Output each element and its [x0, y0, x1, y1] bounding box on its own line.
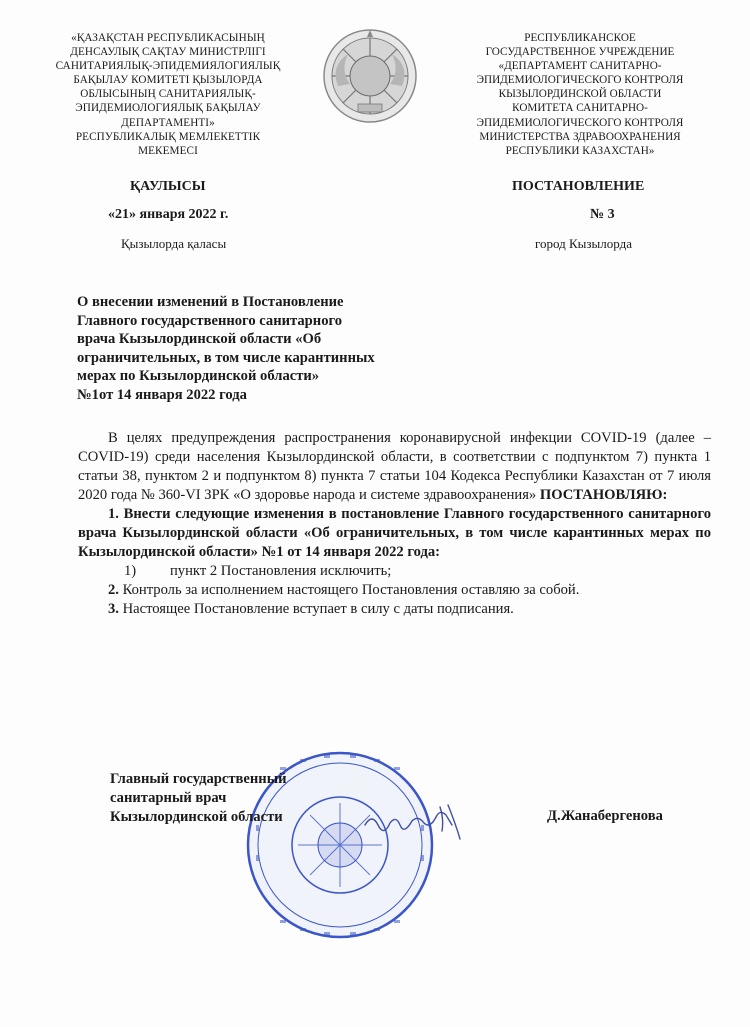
header-left-line: БАҚЫЛАУ КОМИТЕТІ ҚЫЗЫЛОРДА: [73, 74, 263, 87]
city-kz: Қызылорда қаласы: [121, 236, 227, 251]
signer-position: [110, 770, 287, 827]
item-3-text: Настоящее Постановление вступает в силу с даты подписания.: [122, 601, 514, 617]
header-left-line: МЕКЕМЕСІ: [138, 144, 198, 157]
header-left-line: ДЕНСАУЛЫҚ САҚТАУ МИНИСТРЛІГІ: [70, 46, 266, 59]
header-right-line: РЕСПУБЛИКАНСКОЕ: [524, 32, 636, 44]
decree-word: ПОСТАНОВЛЯЮ:: [539, 487, 668, 503]
preamble-paragraph: [78, 429, 711, 505]
subitem-text: пункт 2 Постановления исключить;: [170, 563, 392, 579]
subject-line: Главного государственного санитарного: [77, 312, 343, 329]
document-date: «21» января 2022 г.: [108, 207, 229, 222]
item-2-number: 2.: [108, 582, 119, 598]
header-right-line: РЕСПУБЛИКИ КАЗАХСТАН»: [505, 144, 655, 157]
header-left-kz: [22, 31, 314, 158]
document-subject: [77, 293, 417, 404]
signer-position-line: санитарный врач: [110, 790, 227, 806]
subject-line: мерах по Кызылординской области»: [77, 368, 320, 384]
signer-position-line: Кызылординской области: [110, 809, 283, 825]
header-right-ru: [432, 31, 728, 158]
header-right-line: МИНИСТЕРСТВА ЗДРАВООХРАНЕНИЯ: [479, 130, 681, 143]
subject-line: О внесении изменений в Постановление: [77, 294, 344, 310]
header-left-line: ОБЛЫСЫНЫҢ САНИТАРИЯЛЫҚ-: [80, 88, 256, 101]
header-left-line: ДЕПАРТАМЕНТІ»: [121, 116, 215, 129]
document-body: [78, 429, 711, 619]
subject-line: №1от 14 января 2022 года: [77, 386, 247, 403]
document-number: № 3: [590, 207, 615, 222]
header-right-line: ГОСУДАРСТВЕННОЕ УЧРЕЖДЕНИЕ: [485, 46, 675, 59]
city-ru: город Кызылорда: [535, 236, 632, 251]
item-2-text: Контроль за исполнением настоящего Постановления оставляю за собой.: [122, 582, 580, 598]
header-left-line: РЕСПУБЛИКАЛЫҚ МЕМЛЕКЕТТІК: [75, 130, 261, 143]
header-right-line: КОМИТЕТА САНИТАРНО-: [512, 102, 648, 115]
preamble-text: В целях предупреждения распространения коронавирусной инфекции COVID-19 (далее – COVID-19) среди населения Кызылординской области, в соответствии с подпунктом 7) пункта 1 статьи 38, пунктом 2 и подпунктом 8) пункта 7 статьи 104 Кодекса Республики Казахстан от 7 июля 2020 года № 360-VI ЗРК «О здоровье народа и системе здравоохранения»: [78, 430, 711, 503]
header-left-line: САНИТАРИЯЛЫҚ-ЭПИДЕМИЯЛОГИЯЛЫҚ: [55, 60, 281, 73]
signer-name: Д.Жанабергенова: [547, 808, 663, 824]
item-3: [78, 600, 711, 619]
item-1: 1. Внести следующие изменения в постановление Главного государственного санитарного врача Кызылординской области «Об ограничительных, в том числе карантинных мерах по Кызылординской области» №1 от 14 января 2022 года:: [78, 506, 711, 560]
header-left-line: ЭПИДЕМИОЛОГИЯЛЫҚ БАҚЫЛАУ: [75, 102, 261, 115]
item-3-number: 3.: [108, 601, 119, 617]
doctype-ru: ПОСТАНОВЛЕНИЕ: [512, 179, 645, 194]
header-right-line: ЭПИДЕМИОЛОГИЧЕСКОГО КОНТРОЛЯ: [476, 116, 684, 129]
header-right-line: «ДЕПАРТАМЕНТ САНИТАРНО-: [498, 60, 662, 73]
header-right-line: ЭПИДЕМИОЛОГИЧЕСКОГО КОНТРОЛЯ: [476, 74, 684, 87]
item-1-subitem: [78, 562, 711, 581]
subject-line: врача Кызылординской области «Об: [77, 331, 322, 347]
subject-line: ограничительных, в том числе карантинных: [77, 349, 375, 366]
item-2: [78, 581, 711, 600]
handwritten-signature-icon: [360, 795, 470, 845]
header-right-line: КЫЗЫЛОРДИНСКОЙ ОБЛАСТИ: [498, 88, 662, 101]
kazakhstan-state-emblem-icon: [320, 26, 420, 126]
doctype-kz: ҚАУЛЫСЫ: [130, 179, 206, 194]
signer-position-line: Главный государственный: [110, 771, 287, 787]
subitem-number: 1): [124, 563, 137, 579]
header-left-line: «ҚАЗАҚСТАН РЕСПУБЛИКАСЫНЫҢ: [71, 32, 265, 44]
